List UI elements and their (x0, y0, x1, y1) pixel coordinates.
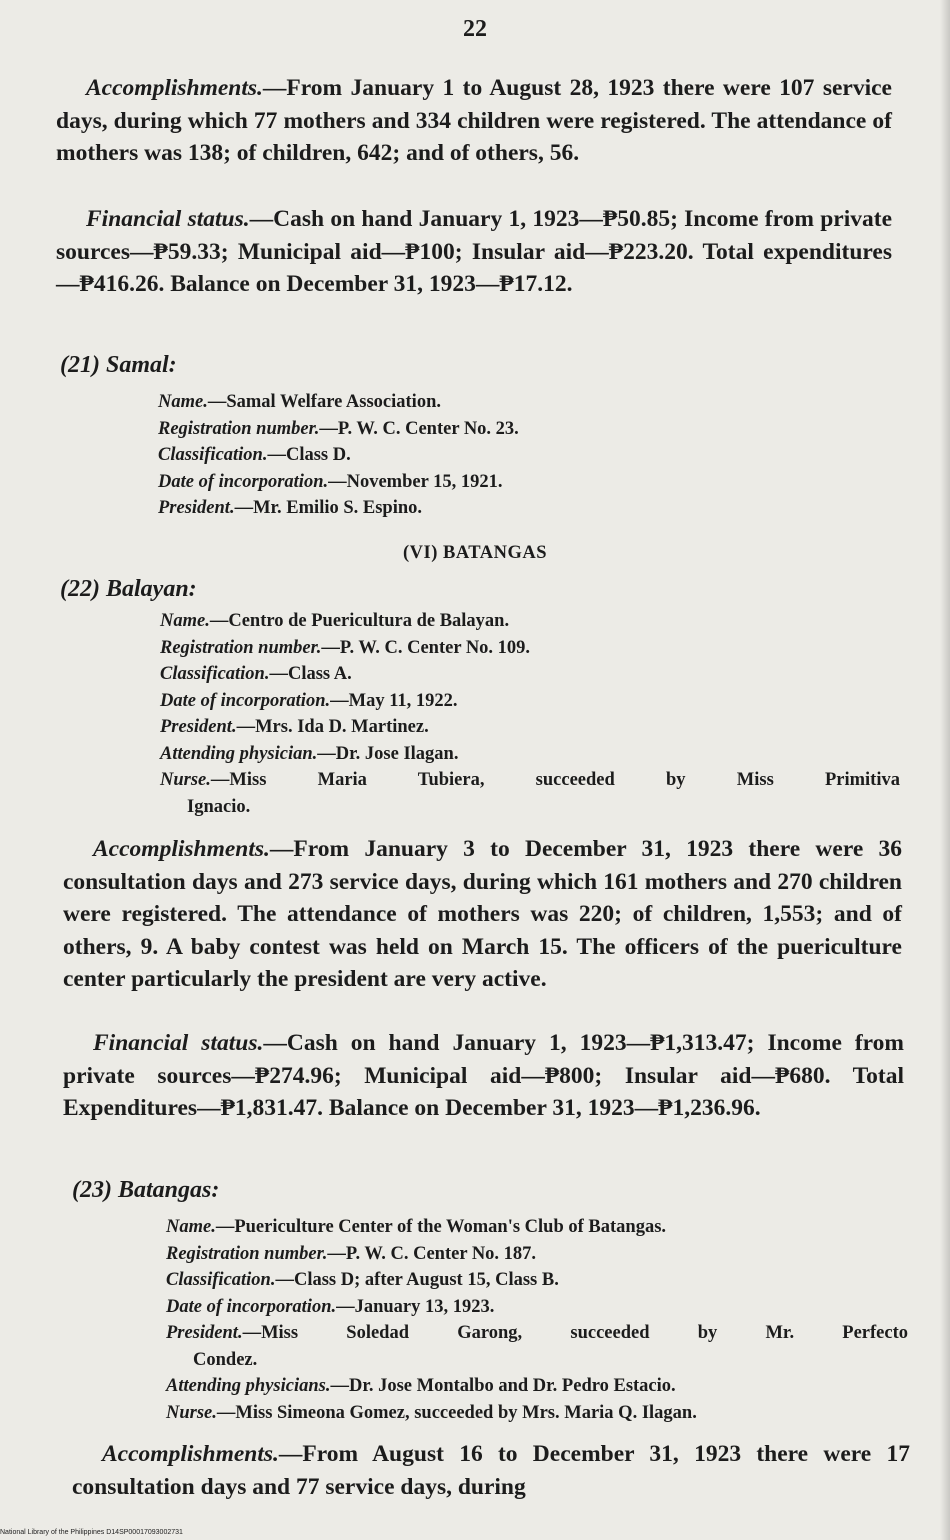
section-number: (21) (60, 352, 100, 378)
paragraph-text: —From January 3 to December 31, 1923 there were 36 consultation days and 273 service days, during which 161 mothers and 270 children were registered. The attendance of mothers was 220; of children, 1,553; and of others, 9. A baby contest was held on March 15. The officers of the puericulture center particularly the president are very active. (63, 836, 902, 992)
section-name: Balayan: (105, 576, 197, 602)
page-edge-shadow (940, 0, 950, 1540)
detail-label: Classification. (160, 664, 270, 684)
detail-value: —P. W. C. Center No. 23. (319, 418, 519, 439)
detail-label: Classification. (166, 1270, 276, 1290)
scan-footer: National Library of the Philippines D14SP00017093002731 (0, 1529, 183, 1536)
paragraph-financial-2 (63, 1027, 904, 1125)
detail-value: —Puericulture Center of the Woman's Club of Batangas. (215, 1217, 667, 1237)
paragraph-financial-1 (56, 203, 892, 301)
detail-value: —Miss Soledad Garong, succeeded by Mr. Perfecto (242, 1323, 908, 1343)
detail-value: —Samal Welfare Association. (207, 392, 441, 412)
detail-label: Date of incorporation. (158, 471, 329, 492)
paragraph-lead: Accomplishments. (86, 75, 263, 101)
detail-value: —Centro de Puericultura de Balayan. (209, 611, 510, 631)
detail-label: President. (160, 717, 237, 737)
detail-label: Registration number. (158, 418, 320, 439)
section-number: (22) (60, 576, 100, 602)
detail-label: Classification. (158, 445, 268, 465)
detail-label: Registration number. (160, 637, 322, 658)
detail-label: Attending physician. (160, 743, 318, 764)
detail-value: —Mr. Emilio S. Espino. (234, 498, 423, 518)
detail-label: Date of incorporation. (166, 1296, 337, 1317)
detail-label: Name. (160, 611, 210, 631)
detail-value: —P. W. C. Center No. 187. (327, 1243, 537, 1264)
detail-value: —Mrs. Ida D. Martinez. (236, 717, 429, 737)
detail-value: —May 11, 1922. (330, 690, 458, 711)
paragraph-text: —Cash on hand January 1, 1923—₱50.85; Income from private sources—₱59.33; Municipal aid—₱100; Insular aid—₱223.20. Total expenditures—₱416.26. Balance on December 31, 1923—₱17.12. (56, 206, 893, 297)
detail-label: Attending physicians. (166, 1376, 331, 1396)
detail-label: Name. (158, 392, 208, 412)
paragraph-text: —From January 1 to August 28, 1923 there were 107 service days, during which 77 mothers and 334 children were registered. The attendance of mothers was 138; of children, 642; and of others, 56. (56, 75, 892, 166)
details-batangas (166, 1214, 908, 1426)
paragraph-text: —Cash on hand January 1, 1923—₱1,313.47; Income from private sources—₱274.96; Municipal aid—₱800; Insular aid—₱680. Total Expenditures—₱1,831.47. Balance on December 31, 1923—₱1,236.96. (63, 1030, 904, 1121)
detail-continuation: Ignacio. (187, 796, 251, 817)
detail-label: Registration number. (166, 1243, 328, 1264)
page-number: 22 (463, 16, 487, 42)
section-title-samal (60, 352, 177, 379)
paragraph-lead: Accomplishments. (93, 836, 270, 862)
detail-label: Date of incorporation. (160, 690, 331, 711)
paragraph-accomplishments-2 (63, 833, 902, 996)
detail-label: President. (158, 498, 235, 518)
section-number: (23) (72, 1177, 112, 1203)
section-name: Batangas: (117, 1177, 220, 1203)
paragraph-accomplishments-3 (72, 1438, 910, 1503)
detail-label: Nurse. (166, 1402, 217, 1423)
section-name: Samal: (105, 352, 177, 378)
detail-value: —Class D; after August 15, Class B. (275, 1270, 559, 1290)
detail-value: —P. W. C. Center No. 109. (321, 637, 531, 658)
details-samal (158, 389, 718, 522)
paragraph-text: —From August 16 to December 31, 1923 there were 17 consultation days and 77 service days, during (72, 1441, 910, 1500)
detail-label: Nurse. (160, 770, 211, 790)
section-title-balayan (60, 576, 197, 603)
region-heading: (VI) BATANGAS (402, 543, 548, 563)
detail-value: —Class A. (269, 664, 352, 684)
paragraph-lead: Financial status. (86, 206, 250, 232)
detail-value: —January 13, 1923. (336, 1296, 495, 1317)
detail-label: President. (166, 1323, 243, 1343)
details-balayan (160, 608, 900, 820)
detail-value: —Dr. Jose Ilagan. (317, 743, 459, 764)
detail-continuation: Condez. (193, 1349, 258, 1370)
detail-value: —Miss Maria Tubiera, succeeded by Miss Primitiva (210, 770, 900, 790)
section-title-batangas (72, 1177, 219, 1204)
detail-label: Name. (166, 1217, 216, 1237)
paragraph-lead: Financial status. (93, 1030, 264, 1056)
paragraph-lead: Accomplishments. (102, 1441, 279, 1467)
detail-value: —Miss Simeona Gomez, succeeded by Mrs. Maria Q. Ilagan. (216, 1402, 697, 1423)
detail-value: —Dr. Jose Montalbo and Dr. Pedro Estacio. (330, 1376, 676, 1396)
detail-value: —November 15, 1921. (328, 471, 503, 492)
paragraph-accomplishments-1 (56, 72, 892, 170)
detail-value: —Class D. (267, 445, 351, 465)
